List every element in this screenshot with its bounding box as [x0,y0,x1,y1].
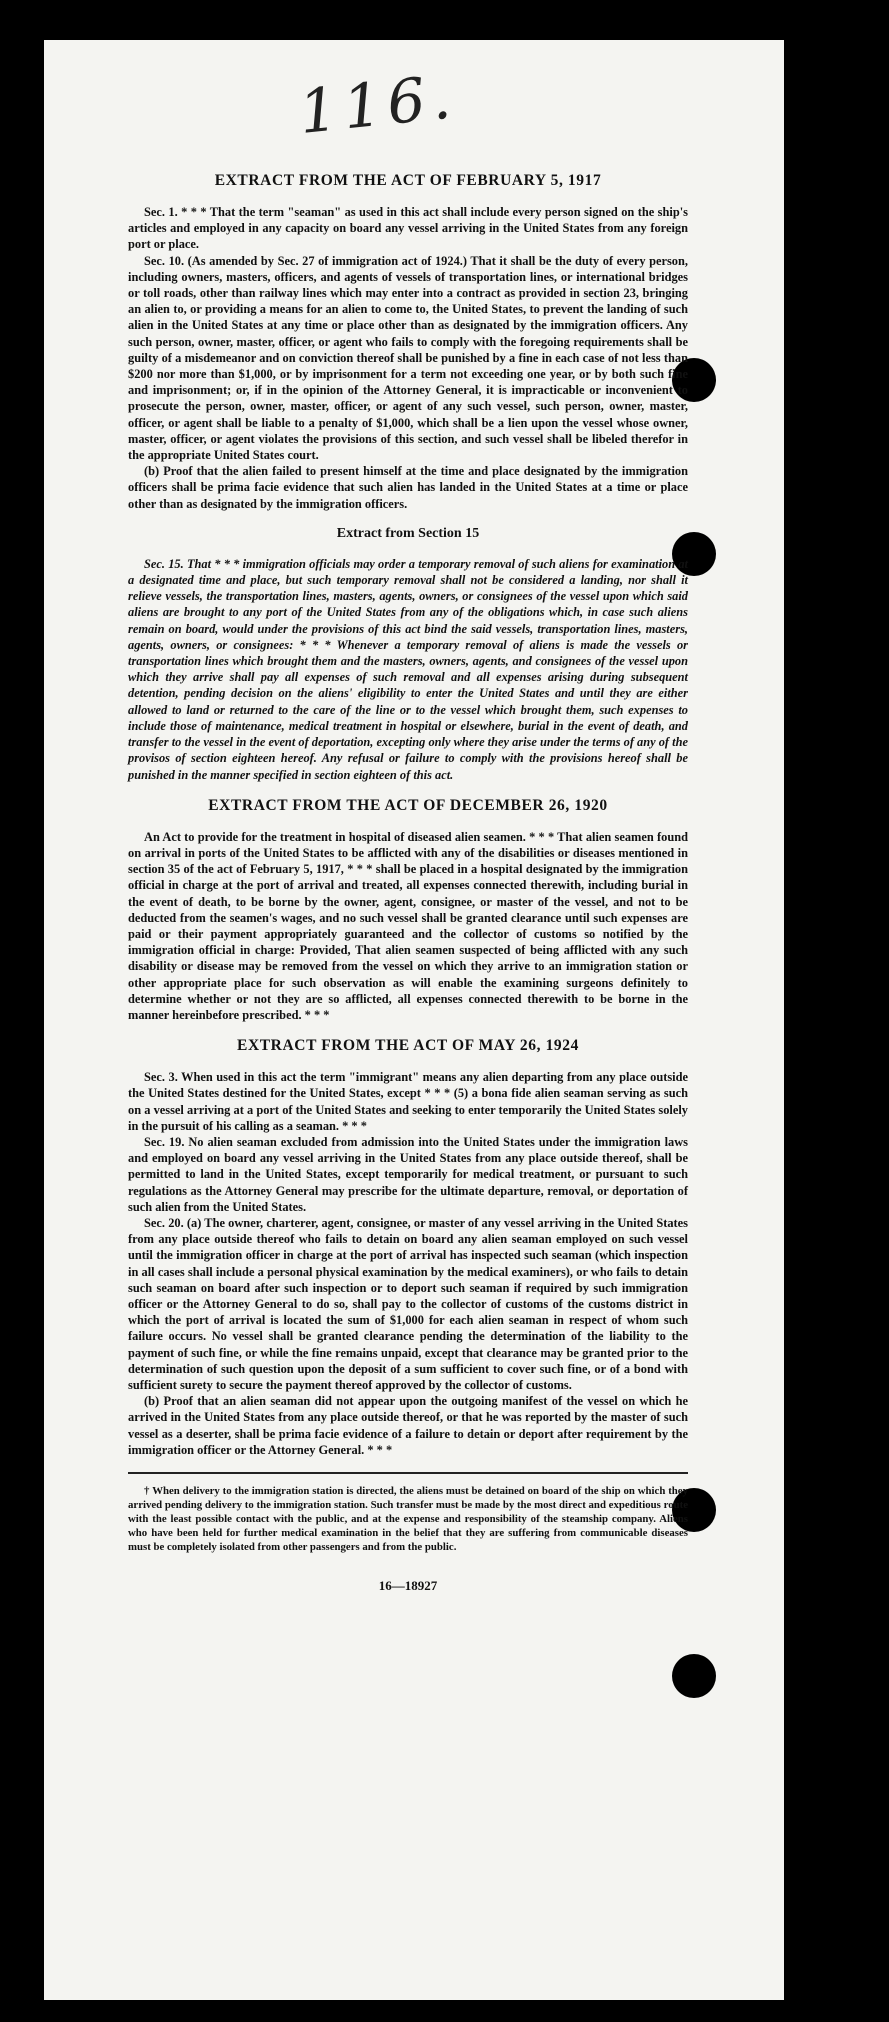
paragraph: Sec. 20. (a) The owner, charterer, agent, consignee, or master of any vessel arriving in the United States from any place outside thereof who fails to detain on board any alien seaman employed on such vessel until the immigration officer in charge at the port of arrival has inspected such seaman (which inspection in all cases shall include a personal physical examination by the medical examiners), or who fails to detain such seaman on board after such inspection or to deport such seaman if required by such immigration officer or the Attorney General to do so, shall pay to the collector of customs of the customs district in which the port of arrival is located the sum of $1,000 for each alien seaman in respect of whom such failure occurs. No vessel shall be granted clearance pending the determination of the liability to the payment of such fine, or while the fine remains unpaid, except that clearance may be granted prior to the determination of such question upon the deposit of a sum sufficient to cover such fine, or of a bond with sufficient surety to secure the payment thereof approved by the collector of customs. [128,1215,688,1392]
paragraph: (b) Proof that the alien failed to present himself at the time and place designated by the immigration officers shall be prima facie evidence that such alien has landed in the United States at a time or place other than as designated by the immigration officers. [128,464,688,511]
section-heading: Extract from Section 15 [336,525,480,541]
act-1917-section [128,172,688,512]
paragraph: Sec. 1. * * * That the term "seaman" as used in this act shall include every person signed on the ship's articles and employed in any capacity on board any vessel arriving in the United States from any foreign port or place. [128,205,688,252]
footnote: † When delivery to the immigration station is directed, the aliens must be detained on board of the ship on which they arrived pending delivery to the immigration station. Such transfer must be made by the most direct and expeditious route with the least possible contact with the public, and at the expense and responsibility of the steamship company. Aliens who have been held for further medical examination in the belief that they are suffering from communicable diseases must be completely isolated from other passengers and from the public. [128,1485,688,1554]
paragraph: Sec. 10. (As amended by Sec. 27 of immigration act of 1924.) That it shall be the duty of every person, including owners, masters, officers, and agents of vessels of transportation lines, or international bridges or toll roads, other than railway lines which may enter into a contract as provided in section 23, bringing an alien to, or providing a means for an alien to come to, the United States, to prevent the landing of such alien in the United States at any time or place other than as designated by the immigration officers. Any such person, owner, master, officer, or agent who fails to comply with the foregoing requirements shall be guilty of a misdemeanor and on conviction thereof shall be punished by a fine in each case of not less than $200 nor more than $1,000, or by imprisonment for a term not exceeding one year, or by both such fine and imprisonment; or, if in the opinion of the Attorney General, it is impracticable or inconvenient to prosecute the person, owner, master, officer, or agent of any such vessel, such person, owner, master, officer, or agent shall be liable to a penalty of $1,000, which shall be a lien upon the vessel whose owner, master, officer, or agent violates the provisions of this section, and such vessel shall be libeled therefor in the appropriate United States court. [128,253,688,463]
section-heading: EXTRACT FROM THE ACT OF FEBRUARY 5, 1917 [214,172,602,189]
paragraph: Sec. 3. When used in this act the term "immigrant" means any alien departing from any place outside the United States destined for the United States, except * * * (5) a bona fide alien seaman serving as such on a vessel arriving at a port of the United States and seeking to enter temporarily the United States solely in the pursuit of his calling as a seaman. * * * [128,1070,688,1133]
paragraph: An Act to provide for the treatment in hospital of diseased alien seamen. * * * That alien seamen found on arrival in ports of the United States to be afflicted with any of the disabilities or diseases mentioned in section 35 of the act of February 5, 1917, * * * shall be placed in a hospital designated by the immigration official in charge at the port of arrival and treated, all expenses connected therewith, including burial in the event of death, to be borne by the owner, agent, consignee, or master of the vessel, and not to be deducted from the seamen's wages, and no such vessel shall be granted clearance until such expenses are paid or their payment appropriately guaranteed and the collector of customs so notified by the immigration official in charge: Provided, That alien seamen suspected of being afflicted with any such disability or disease may be removed from the vessel on which they arrive to an immigration station or other appropriate place for such observation as will enable the examining surgeons definitely to determine whether or not they are so afflicted, all expenses connected therewith to be borne in the manner hereinbefore prescribed. * * * [128,829,688,1022]
paragraph: Sec. 15. That * * * immigration officials may order a temporary removal of such aliens for examination at a designated time and place, but such temporary removal shall not be considered a landing, nor shall it relieve vessels, the transportation lines, masters, agents, owners, or consignees of the vessel upon which said aliens are brought to any port of the United States from any of the obligations which, in case such aliens remain on board, would under the provisions of this act bind the said vessels, transportation lines, masters, agents, owners, or consignees: * * * Whenever a temporary removal of aliens is made the vessels or transportation lines which brought them and the masters, owners, agents, and consignees of the vessel upon which they arrive shall pay all expenses of such removal and all expenses arising during subsequent detention, pending decision on the aliens' eligibility to enter the United States and until they are either allowed to land or returned to the care of the line or to the vessel which brought them, such expenses to include those of maintenance, medical treatment in hospital or elsewhere, burial in the event of death, and transfer to the vessel in the event of deportation, excepting only where they arise under the terms of any of the provisos of section eighteen hereof. Any refusal or failure to comply with the provisions hereof shall be punished in the manner specified in section eighteen of this act. [128,556,688,782]
section-15-extract [128,526,688,783]
paragraph: (b) Proof that an alien seaman did not appear upon the outgoing manifest of the vessel on which he arrived in the United States from any place outside thereof, or that he was reported by the master of such vessel as a deserter, shall be prima facie evidence of a failure to detain or deport after requirement by the immigration officer or the Attorney General. * * * [128,1394,688,1457]
act-1924-section [128,1037,688,1458]
paragraph: Sec. 19. No alien seaman excluded from admission into the United States under the immigration laws and employed on board any vessel arriving in the United States from any place outside thereof, shall be permitted to land in the United States, except temporarily for medical treatment, or pursuant to such regulations as the Attorney General may prescribe for the ultimate departure, removal, or deportation of such alien from the United States. [128,1134,688,1214]
handwritten-page-number: 116. [295,61,460,149]
divider [128,1472,688,1474]
section-heading: EXTRACT FROM THE ACT OF MAY 26, 1924 [237,1037,579,1055]
document-body [128,172,688,1594]
document-page [44,40,784,2000]
section-heading: EXTRACT FROM THE ACT OF DECEMBER 26, 1920 [208,796,608,814]
punch-hole [672,1654,716,1698]
form-number: 16—18927 [378,1578,438,1594]
act-1920-section [128,797,688,1023]
